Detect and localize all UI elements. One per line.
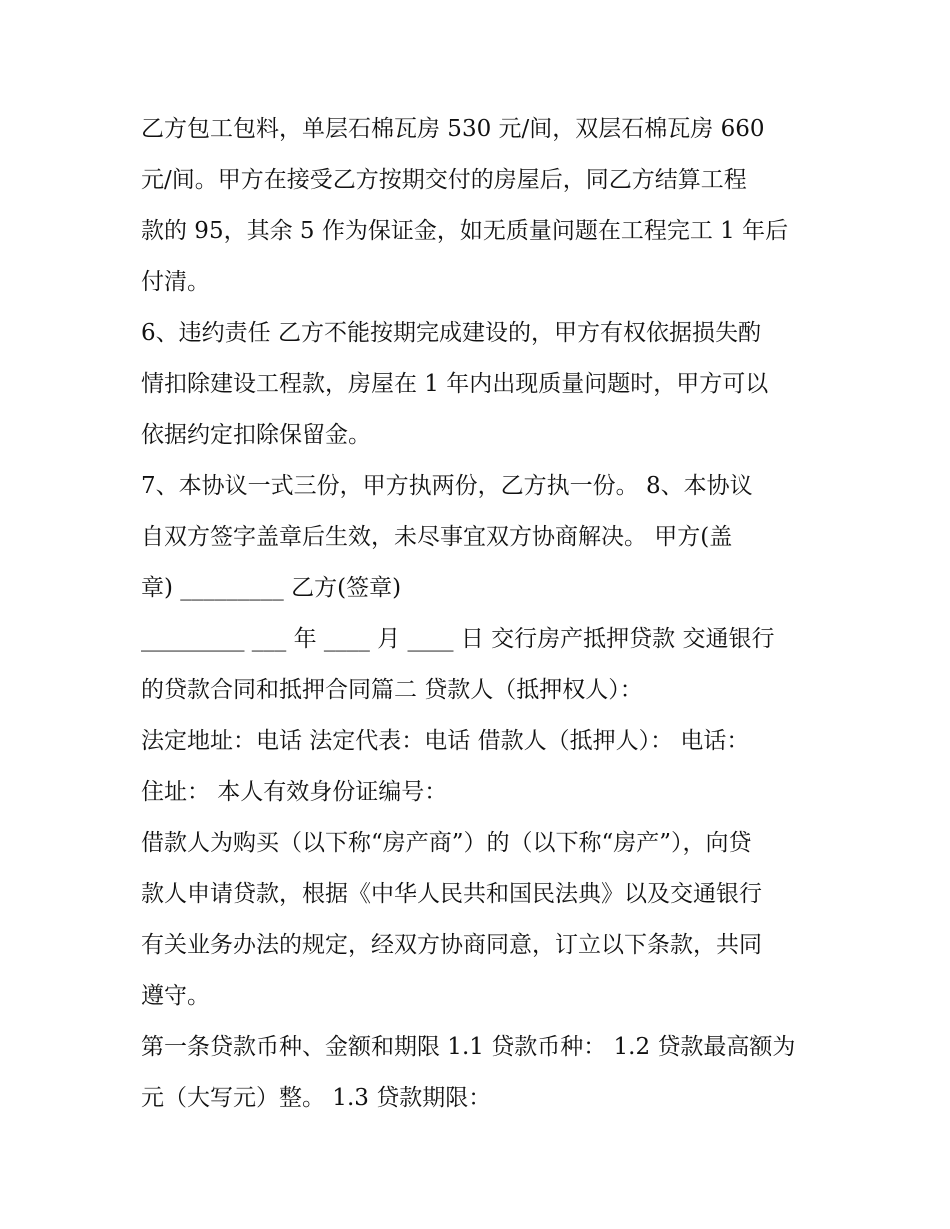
text-line: 乙方包工包料，单层石棉瓦房 530 元/间，双层石棉瓦房 660 xyxy=(141,116,765,142)
text-line: 第一条贷款币种、金额和期限 1.1 贷款币种： 1.2 贷款最高额为 xyxy=(141,1034,796,1060)
text-line: 法定地址：电话 法定代表：电话 借款人（抵押人）： 电话： xyxy=(141,728,750,754)
text-line: 有关业务办法的规定，经双方协商同意，订立以下条款，共同 xyxy=(141,932,762,958)
text-line: 款人申请贷款，根据《中华人民共和国民法典》以及交通银行 xyxy=(141,881,762,907)
text-line: 遵守。 xyxy=(141,983,210,1009)
text-line: 付清。 xyxy=(141,269,210,295)
text-line: 自双方签字盖章后生效，未尽事宜双方协商解决。 甲方(盖 xyxy=(141,524,733,550)
text-line: 款的 95，其余 5 作为保证金，如无质量问题在工程完工 1 年后 xyxy=(141,218,789,244)
text-line: 住址： 本人有效身份证编号： xyxy=(141,779,448,805)
text-line: 元（大写元）整。 1.3 贷款期限： xyxy=(141,1085,492,1111)
text-line: 6、违约责任 乙方不能按期完成建设的，甲方有权依据损失酌 xyxy=(141,320,761,346)
text-line: 章) _________ 乙方(签章) xyxy=(141,575,402,601)
text-line: 依据约定扣除保留金。 xyxy=(141,422,371,448)
text-line: 借款人为购买（以下称“房产商”）的（以下称“房产”），向贷 xyxy=(141,830,752,856)
document-body xyxy=(141,104,821,1124)
text-line: 情扣除建设工程款，房屋在 1 年内出现质量问题时，甲方可以 xyxy=(141,371,769,397)
text-line: 的贷款合同和抵押合同篇二 贷款人（抵押权人）： xyxy=(141,677,643,703)
text-line: 7、本协议一式三份，甲方执两份，乙方执一份。 8、本协议 xyxy=(141,473,753,499)
text-line: 元/间。甲方在接受乙方按期交付的房屋后，同乙方结算工程 xyxy=(141,167,747,193)
text-line: _________ ___ 年 ____ 月 ____ 日 交行房产抵押贷款 交通银行 xyxy=(141,626,775,652)
